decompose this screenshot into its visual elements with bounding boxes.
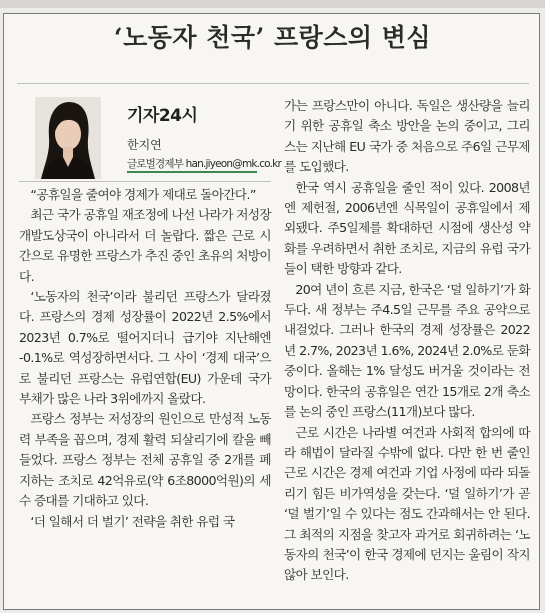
top-strip bbox=[0, 0, 545, 8]
paragraph: 프랑스 정부는 저성장의 원인으로 만성적 노동력 부족을 꼽으며, 경제 활력 되살리기에 칼을 빼들었다. 프랑스 정부는 전체 공휴일 중 2개를 폐지하는 조치로 42억유로(약 6조8000억원)의 세수 증대를 기대하고 있다. bbox=[19, 411, 271, 509]
paragraph: “공휴일을 줄여야 경제가 제대로 돌아간다.” bbox=[30, 187, 256, 202]
left-column bbox=[19, 185, 271, 532]
reporter-photo bbox=[35, 97, 101, 179]
paragraph: 최근 국가 공휴일 재조정에 나선 나라가 저성장 개발도상국이 아니라서 더 놀랍다. 짧은 근로 시간으로 유명한 프랑스가 추진 중인 초유의 처방이다. bbox=[19, 207, 271, 284]
headline-rule bbox=[17, 83, 529, 84]
right-column bbox=[284, 96, 530, 586]
byline-rule bbox=[19, 181, 271, 182]
headline: ‘노동자 천국’ 프랑스의 변심 bbox=[113, 23, 432, 52]
column-name: 기자24시 bbox=[127, 106, 198, 126]
paragraph: 근로 시간은 나라별 여건과 사회적 합의에 따라 해법이 달라질 수밖에 없다. 다만 한 번 줄인 근로 시간은 경제 여건과 기업 사정에 따라 되돌리기 힘든 비가역성을 갖는다. ‘덜 일하기’가 곧 ‘덜 벌기’일 수 있다는 점도 간과해서는 안 된다. 그 최적의 지점을 찾고자 과거로 회귀하려는 ‘노동자의 천국’이 한국 경제에 던지는 울림이 작지 않아 보인다. bbox=[284, 424, 530, 583]
paragraph: 가는 프랑스만이 아니다. 독일은 생산량을 늘리기 위한 공휴일 축소 방안을 논의 중이고, 그리스는 지난해 EU 국가 중 처음으로 주6일 근무제를 도입했다. bbox=[284, 98, 530, 175]
reporter-dept-email: 글로벌경제부 han.jiyeon@mk.co.kr bbox=[127, 158, 281, 170]
reporter-name: 한지연 bbox=[127, 138, 162, 152]
paragraph: ‘더 일해서 더 벌기’ 전략을 취한 유럽 국 bbox=[30, 513, 235, 529]
email-underline bbox=[127, 171, 257, 173]
byline bbox=[19, 95, 281, 181]
paragraph: 한국 역시 공휴일을 줄인 적이 있다. 2008년엔 제헌절, 2006년엔 식목일이 공휴일에서 제외됐다. 주5일제를 확대하던 시점에 생산성 약화를 우려하면서 취한 조치로, 지금의 유럽 국가들이 택한 방향과 같다. bbox=[284, 179, 530, 277]
paragraph: ‘노동자의 천국’이라 불리던 프랑스가 달라졌다. 프랑스의 경제 성장률이 2022년 2.5%에서 2023년 0.7%로 떨어지더니 급기야 지난해엔 -0.1%로 역성장하면서다. 그 사이 ‘경제 대국’으로 불리던 프랑스는 유럽연합(EU) 가운데 국가 부채가 많은 나라 3위에까지 올랐다. bbox=[19, 289, 271, 407]
paragraph: 20여 년이 흐른 지금, 한국은 ‘덜 일하기’가 화두다. 새 정부는 주4.5일 근무를 주요 공약으로 내걸었다. 그러나 한국의 경제 성장률은 2022년 2.7%, 2023년 1.6%, 2024년 2.0%로 둔화 중이다. 올해는 1% 달성도 버거울 것이라는 전망이다. 한국의 공휴일은 연간 15개로 2개 축소를 논의 중인 프랑스(11개)보다 많다. bbox=[284, 281, 530, 420]
reporter-photo-image bbox=[35, 97, 101, 179]
